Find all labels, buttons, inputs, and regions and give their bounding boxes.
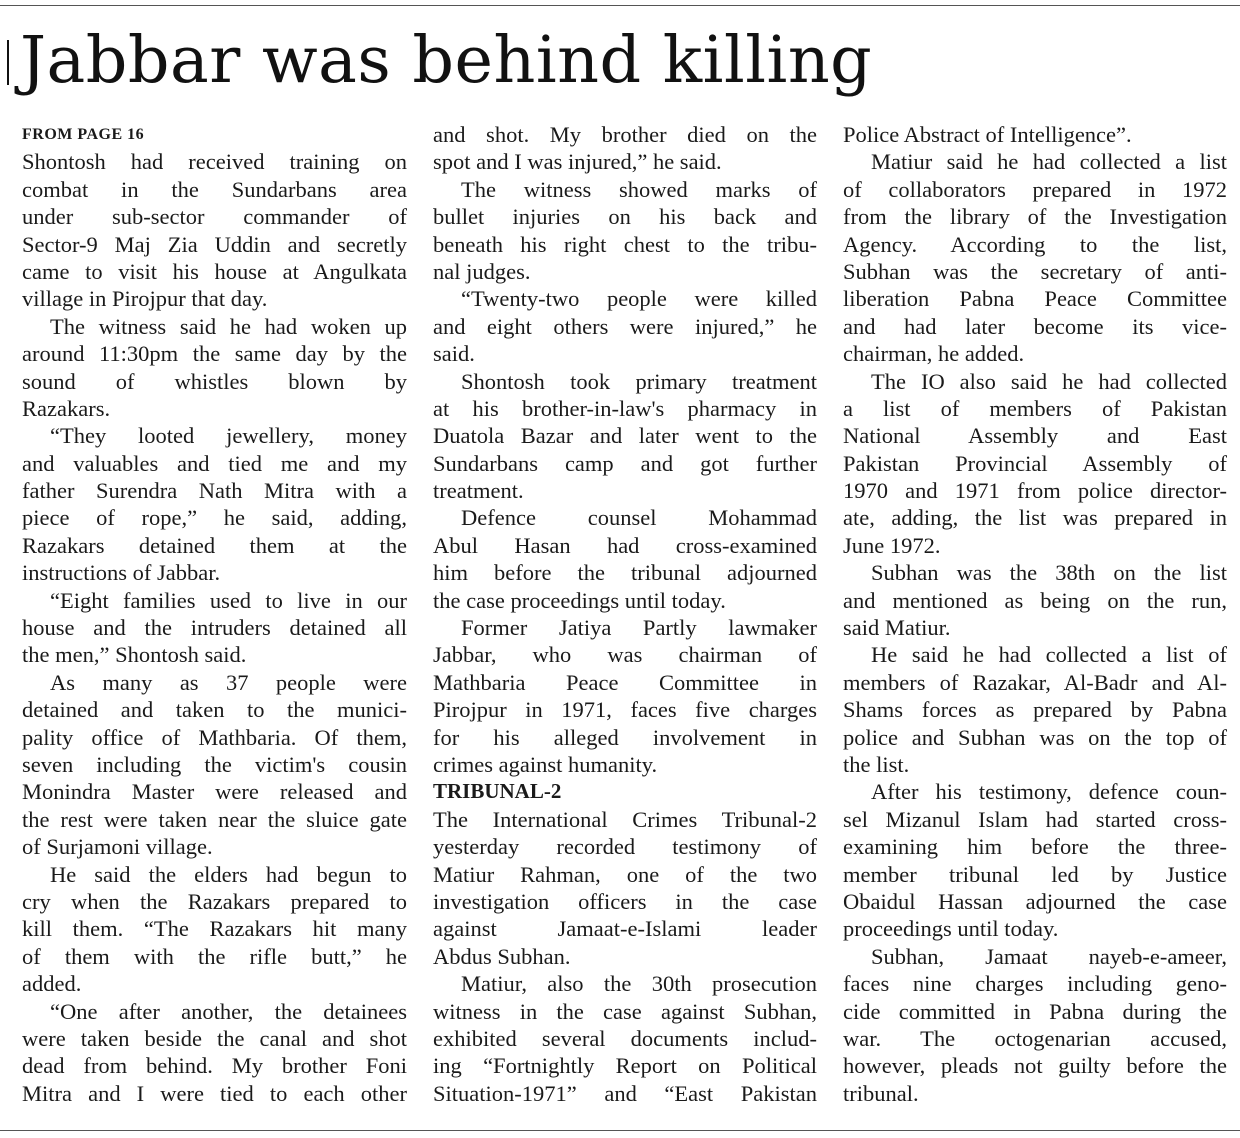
text-line: Abul Hasan had cross-examined [433,532,817,558]
text-line: Agency. According to the list, [843,231,1227,257]
subheading: TRIBUNAL-2 [433,779,562,804]
text-line: 1970 and 1971 from police director- [843,478,1227,504]
text-line: “One after another, the detainees [50,998,407,1024]
text-line: Sector-9 Maj Zia Uddin and secretly [22,231,407,257]
text-line: liberation Pabna Peace Committee [843,286,1227,312]
text-line: nal judges. [433,258,531,284]
text-line: spot and I was injured,” he said. [433,149,722,175]
text-line: a list of members of Pakistan [843,395,1227,421]
text-line: June 1972. [843,532,941,558]
text-line: Subhan was the secretary of anti- [843,258,1227,284]
text-line: The IO also said he had collected [871,368,1227,394]
text-line: against Jamaat-e-Islami leader [433,916,817,942]
text-line: Mathbaria Peace Committee in [433,669,817,695]
text-line: under sub-sector commander of [22,204,407,230]
headline: Jabbar was behind killing [20,23,873,98]
text-line: around 11:30pm the same day by the [22,341,407,367]
text-line: the rest were taken near the sluice gate [22,806,407,832]
text-line: pality office of Mathbaria. Of them, [22,724,407,750]
text-line: After his testimony, defence coun- [871,779,1227,805]
text-line: Shontosh took primary treatment [461,368,817,394]
text-line: said Matiur. [843,615,951,641]
text-line: Matiur said he had collected a list [871,149,1227,175]
text-line: at his brother-in-law's pharmacy in [433,395,817,421]
text-line: and eight others were injured,” he [433,313,817,339]
text-line: of collaborators prepared in 1972 [843,176,1227,202]
text-line: father Surendra Nath Mitra with a [22,478,407,504]
text-line: investigation officers in the case [433,888,817,914]
text-line: the list. [843,751,910,777]
text-line: piece of rope,” he said, adding, [22,505,407,531]
text-line: added. [22,971,82,997]
text-line: examining him before the three- [843,834,1227,860]
text-line: Mitra and I were tied to each other [22,1080,407,1106]
text-line: He said the elders had begun to [50,861,407,887]
text-line: kill them. “The Razakars hit many [22,916,407,942]
text-line: The witness said he had woken up [50,313,407,339]
text-line: exhibited several documents includ- [433,1025,817,1051]
text-line: him before the tribunal adjourned [433,560,817,586]
text-line: member tribunal led by Justice [843,861,1227,887]
bottom-rule [0,1130,1240,1131]
text-line: war. The octogenarian accused, [843,1025,1227,1051]
text-line: instructions of Jabbar. [22,560,221,586]
text-line: proceedings until today. [843,916,1059,942]
text-line: Pirojpur in 1971, faces five charges [433,697,817,723]
text-line: ate, adding, the list was prepared in [843,505,1227,531]
text-line: were taken beside the canal and shot [22,1025,407,1051]
text-line: Former Jatiya Partly lawmaker [461,615,817,641]
text-line: combat in the Sundarbans area [22,176,407,202]
text-line: members of Razakar, Al-Badr and Al- [843,669,1227,695]
text-line: Shams forces as prepared by Pabna [843,697,1227,723]
text-line: Monindra Master were released and [22,779,407,805]
text-line: for his alleged involvement in [433,724,817,750]
text-line: police and Subhan was on the top of [843,724,1227,750]
text-line: He said he had collected a list of [871,642,1227,668]
text-line: bullet injuries on his back and [433,204,817,230]
text-line: said. [433,341,475,367]
article-column-1 [22,121,407,1107]
text-line: witness in the case against Subhan, [433,998,817,1024]
text-line: cry when the Razakars prepared to [22,888,407,914]
text-line: and valuables and tied me and my [22,450,407,476]
text-line: and shot. My brother died on the [433,122,817,147]
text-line: village in Pirojpur that day. [22,286,268,312]
text-line: As many as 37 people were [50,669,407,695]
text-line: faces nine charges including geno- [843,971,1227,997]
text-line: Shontosh had received training on [22,149,407,175]
text-line: beneath his right chest to the tribu- [433,231,817,257]
text-line: sound of whistles blown by [22,368,407,394]
article-column-3 [843,121,1227,1107]
text-line: “Eight families used to live in our [50,587,407,613]
article-column-2 [433,121,817,1107]
text-line: the case proceedings until today. [433,587,726,613]
text-line: from the library of the Investigation [843,204,1227,230]
text-line: ing “Fortnightly Report on Political [433,1053,817,1079]
text-line: of them with the rifle butt,” he [22,943,407,969]
text-line: The International Crimes Tribunal-2 [433,806,817,832]
text-line: the men,” Shontosh said. [22,642,247,668]
text-line: house and the intruders detained all [22,615,407,641]
text-line: detained and taken to the munici- [22,697,407,723]
text-line: National Assembly and East [843,423,1227,449]
text-line: however, pleads not guilty before the [843,1053,1227,1079]
text-line: The witness showed marks of [461,176,817,202]
text-line: Defence counsel Mohammad [461,505,817,531]
text-line: yesterday recorded testimony of [433,834,817,860]
text-line: and had later become its vice- [843,313,1227,339]
text-line: of Surjamoni village. [22,834,213,860]
text-line: crimes against humanity. [433,751,658,777]
text-line: Subhan was the 38th on the list [871,560,1227,586]
text-line: Obaidul Hassan adjourned the case [843,888,1227,914]
text-line: and mentioned as being on the run, [843,587,1227,613]
text-line: Situation-1971” and “East Pakistan [433,1080,817,1106]
text-line: tribunal. [843,1080,919,1106]
text-line: seven including the victim's cousin [22,751,407,777]
text-line: Police Abstract of Intelligence”. [843,122,1132,147]
text-line: came to visit his house at Angulkata [22,258,407,284]
text-line: Matiur, also the 30th prosecution [461,971,817,997]
text-line: “They looted jewellery, money [50,423,407,449]
top-rule [0,5,1240,6]
text-line: Jabbar, who was chairman of [433,642,817,668]
text-line: dead from behind. My brother Foni [22,1053,407,1079]
text-line: Sundarbans camp and got further [433,450,817,476]
kicker: FROM PAGE 16 [22,126,145,143]
text-line: Razakars. [22,395,111,421]
text-line: cide committed in Pabna during the [843,998,1227,1024]
text-line: Razakars detained them at the [22,532,407,558]
text-line: Duatola Bazar and later went to the [433,423,817,449]
text-line: Matiur Rahman, one of the two [433,861,817,887]
text-line: chairman, he added. [843,341,1025,367]
headline-bar [7,40,9,85]
text-line: Subhan, Jamaat nayeb-e-ameer, [871,943,1227,969]
text-line: Abdus Subhan. [433,943,571,969]
text-line: sel Mizanul Islam had started cross- [843,806,1227,832]
text-line: Pakistan Provincial Assembly of [843,450,1227,476]
text-line: “Twenty-two people were killed [461,286,817,312]
text-line: treatment. [433,478,524,504]
